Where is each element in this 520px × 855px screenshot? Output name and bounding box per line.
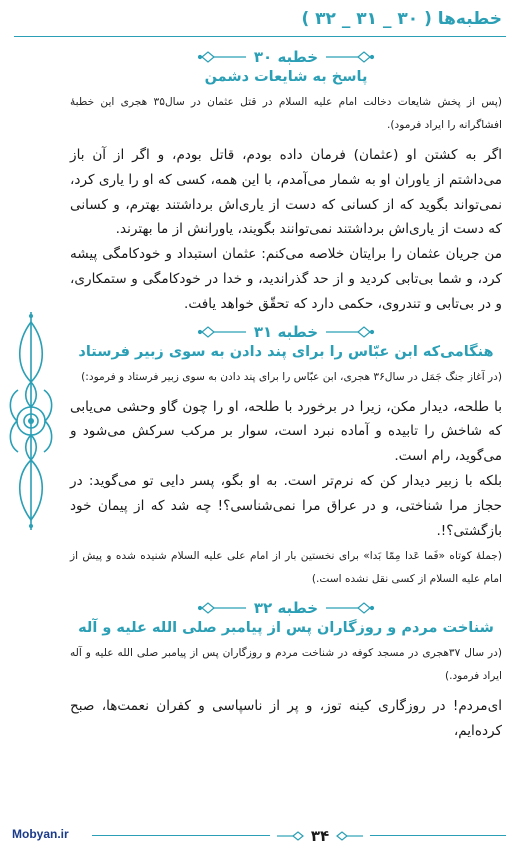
side-ornament-icon [6,312,56,530]
khutba-31-paragraph-1: با طلحه، دیدار مکن، زیرا در برخورد با طلحه، او را چون گاو وحشی می‌یابی که شاخش را تابیده و آماده نبرد است، سوار بر مرکب سرکش می‌شود و می‌گوید، رام است. [70,398,502,465]
khutba-31-label: خطبه ۳۱ [253,322,319,341]
khutba-32-title: شناخت مردم و روزگاران پس از پیامبر صلی الله علیه و آله [78,620,494,637]
khutba-32-label: خطبه ۳۲ [253,599,319,618]
ornament-left-icon [198,325,246,339]
page-number: ۳۴ [310,827,330,845]
khutba-30-paragraph-2: من جریان عثمان را برایتان خلاصه می‌کنم: عثمان استبداد و خودکامگی پیشه کرد، و شما بی‌تابی کردید و از حد گذراندید، و خدا در خودکامگی و ستمکاری، و در بی‌تابی و تندروی، حکمی دارد که تحقّق خواهد یافت. [70,246,502,312]
ornament-right-icon [326,601,374,615]
khutba-32-heading [70,597,502,619]
footer-ornament-right-icon [335,830,365,842]
khutba-31-intro: (در آغاز جنگ جَمَل در سال۳۶ هجری، ابن عبّاس را برای پند دادن به سوی زبیر فرستاد و فرمود:) [81,370,502,383]
khutba-30-heading [70,46,502,68]
header-divider [14,36,506,37]
khutba-30-label: خطبه ۳۰ [253,48,319,66]
ornament-right-icon [326,325,374,339]
ornament-right-icon [326,50,374,64]
khutba-30-intro: (پس از پخش شایعات دخالت امام عليه السلام در قتل عثمان در سال۳۵ هجری این خطبهٔ افشاگرانه را ایراد فرمود). [70,96,502,131]
footer-ornament-left-icon [275,830,305,842]
khutba-31-title: هنگامی‌که ابن عبّاس را برای پند دادن به سوی زبیر فرستاد [78,343,494,360]
main-content [70,42,502,744]
site-watermark[interactable]: Mobyan.ir [12,827,69,841]
page-footer [0,819,520,855]
khutba-30-title: پاسخ به شایعات دشمن [204,69,368,85]
khutba-32-intro: (در سال ۳۷هجری در مسجد کوفه در شناخت مردم و روزگاران پس از پیامبر صلی الله علیه و آله ایراد فرمود.) [70,647,502,683]
page-number-box [270,825,370,847]
ornament-left-icon [198,50,246,64]
khutba-31-note: (جملهٔ کوتاه «فَما عَدا مِمّا بَدا» برای نخستین بار از امام علی عليه السلام شنیده شده و پیش از امام عليه السلام از کسی نقل نشده است.) [70,550,502,586]
khutba-31-paragraph-2: بلکه با زبیر دیدار کن که نرم‌تر است. به او بگو، پسر دایی تو می‌گوید: در حجاز مرا شناختی، و در عراق مرا نمی‌شناسی؟! چه شد که از پیمان خود بازگشتی؟!. [70,472,502,539]
ornament-left-icon [198,601,246,615]
khutba-32-paragraph-1: ای‌مردم! در روزگاری کینه توز، و پر از ناسپاسی و کفران نعمت‌ها، صبح کرده‌ایم، [70,698,502,740]
khutba-31-heading [70,321,502,343]
page-header [0,0,520,38]
khutba-30-paragraph-1: اگر به کشتن او (عثمان) فرمان داده بودم، قاتل بودم، و اگر از آن باز می‌داشتم از یاوران او به شمار می‌آمدم، با این همه، کسی که او را یاری کرد، نمی‌تواند بگوید که از کسانی که دست از یاری‌اش برداشتند بهترم، و کسانی که دست از یاری‌اش برداشتند نمی‌توانند بگویند، یاورانش از ما بهترند. [70,147,502,238]
page-header-title: خطبه‌ها ( ۳۰ _ ۳۱ _ ۳۲ ) [301,9,502,29]
